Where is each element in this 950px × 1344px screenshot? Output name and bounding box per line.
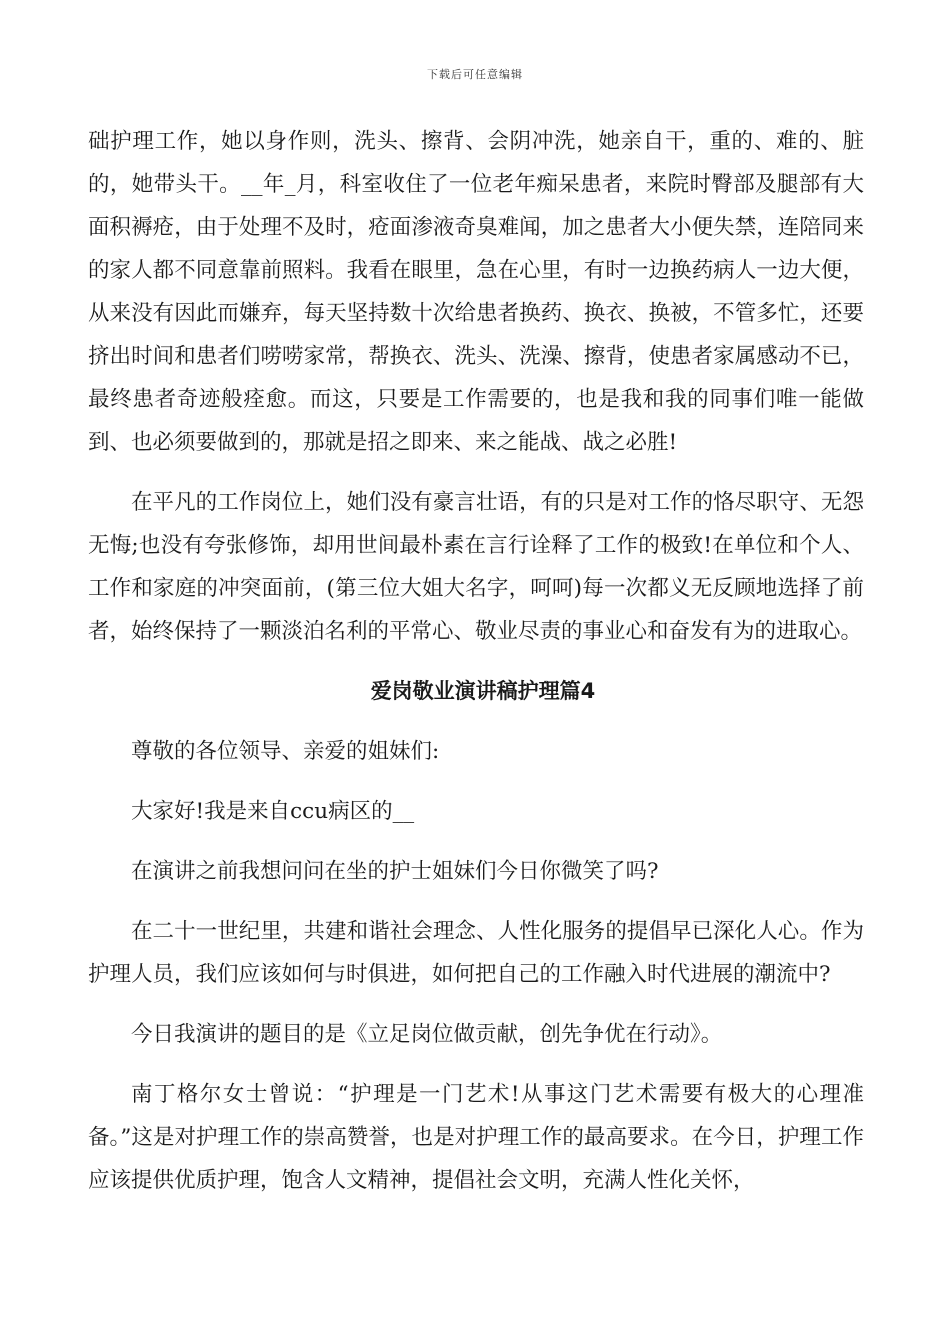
section-title: 爱岗敬业演讲稿护理篇4 <box>370 679 596 703</box>
header-note: 下载后可任意编辑 <box>427 68 523 81</box>
paragraph: 在平凡的工作岗位上，她们没有豪言壮语，有的只是对工作的恪尽职守、无怨无悔;也没有夸张修饰，却用世间最朴素在言行诠释了工作的极致!在单位和个人、工作和家庭的冲突面前，(第三位大姐大名字，呵呵)每一次都义无反顾地选择了前者，始终保持了一颗淡泊名利的平常心、敬业尽责的事业心和奋发有为的进取心。 <box>88 490 864 644</box>
paragraph-greeting: 大家好!我是来自ccu病区的__ <box>131 799 415 824</box>
paragraph-salutation: 尊敬的各位领导、亲爱的姐妹们: <box>131 739 440 764</box>
paragraph-continued: 础护理工作，她以身作则，洗头、擦背、会阴冲洗，她亲自干，重的、难的、脏的，她带头干。__年_月，科室收住了一位老年痴呆患者，来院时臀部及腿部有大面积褥疮，由于处理不及时，疮面渗液奇臭难闻，加之患者大小便失禁，连陪同来的家人都不同意靠前照料。我看在眼里，急在心里，有时一边换药病人一边大便，从来没有因此而嫌弃，每天坚持数十次给患者换药、换衣、换被，不管多忙，还要挤出时间和患者们唠唠家常，帮换衣、洗头、洗澡、擦背，使患者家属感动不已，最终患者奇迹般痊愈。而这，只要是工作需要的，也是我和我的同事们唯一能做到、也必须要做到的，那就是招之即来、来之能战、战之必胜! <box>88 129 864 455</box>
document-body <box>88 120 864 1219</box>
paragraph: 南丁格尔女士曾说：“护理是一门艺术!从事这门艺术需要有极大的心理准备。”这是对护理工作的崇高赞誉，也是对护理工作的最高要求。在今日，护理工作应该提供优质护理，饱含人文精神，提倡社会文明，充满人性化关怀， <box>88 1082 864 1193</box>
paragraph: 在二十一世纪里，共建和谐社会理念、人性化服务的提倡早已深化人心。作为护理人员，我们应该如何与时俱进，如何把自己的工作融入时代进展的潮流中? <box>88 919 864 987</box>
paragraph-speech-title: 今日我演讲的题目的是《立足岗位做贡献，创先争优在行动》。 <box>131 1022 723 1047</box>
paragraph: 在演讲之前我想问问在坐的护士姐妹们今日你微笑了吗? <box>131 859 659 884</box>
